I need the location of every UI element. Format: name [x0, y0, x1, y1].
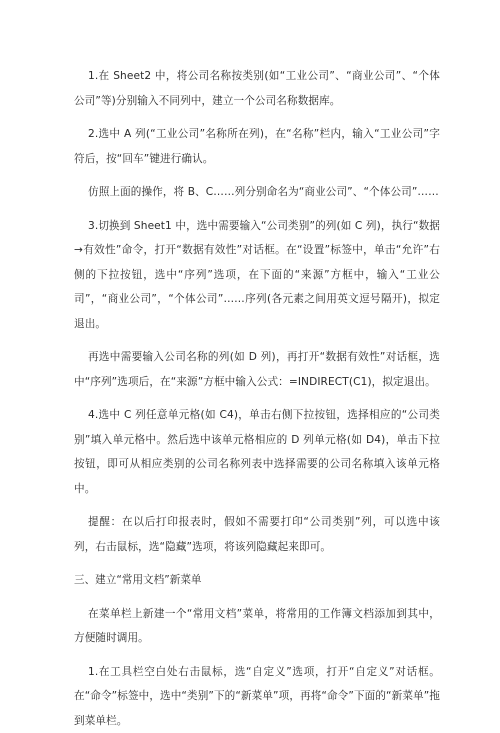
paragraph-note-naming: 仿照上面的操作，将 B、C……列分别命名为“商业公司”、“个体公司”…… — [74, 180, 440, 205]
paragraph-reminder: 提醒：在以后打印报表时，假如不需要打印“公司类别”列，可以选中该列，右击鼠标，选“隐藏”选项，将该列隐藏起来即可。 — [74, 510, 440, 559]
paragraph-section-intro: 在菜单栏上新建一个“常用文档”菜单，将常用的工作簿文档添加到其中，方便随时调用。 — [74, 602, 440, 651]
paragraph-step-3: 3.切换到 Sheet1 中，选中需要输入“公司类别”的列(如 C 列)，执行“数据→有效性”命令，打开“数据有效性”对话框。在“设置”标签中，单击“允许”右侧的下拉按钮，选中“序列”选项，在下面的“来源”方框中，输入“工业公司”，“商业公司”，“个体公司”……序列(各元素之间用英文逗号隔开)，拟定退出。 — [74, 214, 440, 337]
section-heading: 三、建立“常用文档”新菜单 — [74, 568, 440, 593]
paragraph-step-4: 4.选中 C 列任意单元格(如 C4)，单击右侧下拉按钮，选择相应的“公司类别”填入单元格中。然后选中该单元格相应的 D 列单元格(如 D4)，单击下拉按钮，即可从相应类别的公司名称列表中选择需要的公司名称填入该单元格中。 — [74, 403, 440, 501]
paragraph-menu-step-1: 1.在工具栏空白处右击鼠标，选“自定义”选项，打开“自定义”对话框。在“命令”标签中，选中“类别”下的“新菜单”项，再将“命令”下面的“新菜单”拖到菜单栏。 — [74, 660, 440, 733]
paragraph-step-2: 2.选中 A 列(“工业公司”名称所在列)，在“名称”栏内，输入“工业公司”字符后，按“回车”键进行确认。 — [74, 122, 440, 171]
paragraph-indirect: 再选中需要输入公司名称的列(如 D 列)，再打开“数据有效性”对话框，选中“序列”选项后，在“来源”方框中输入公式：=INDIRECT(C1)，拟定退出。 — [74, 345, 440, 394]
paragraph-step-1: 1.在 Sheet2 中，将公司名称按类别(如“工业公司”、“商业公司”、“个体公司”等)分别输入不同列中，建立一个公司名称数据库。 — [74, 64, 440, 113]
